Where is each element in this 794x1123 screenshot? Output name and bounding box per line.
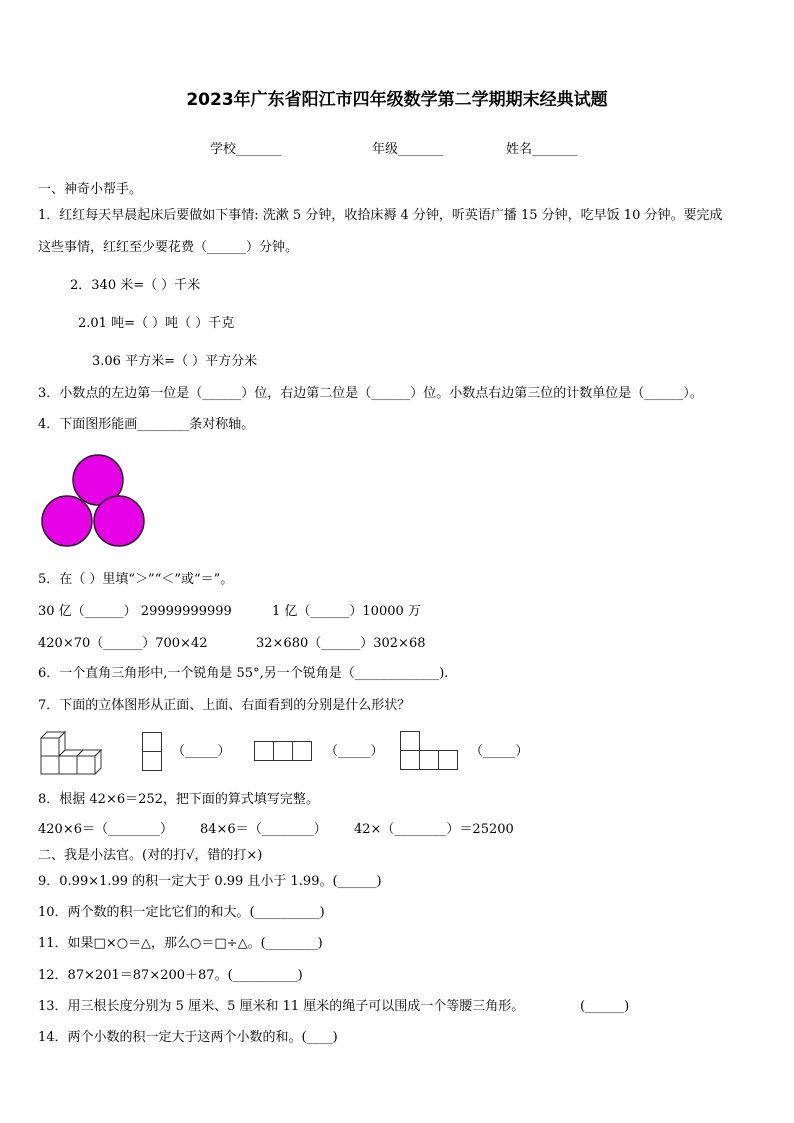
question-12: 12．87×201＝87×200＋87。(__________) bbox=[38, 968, 303, 983]
name-field[interactable]: 姓名_______ bbox=[506, 142, 578, 157]
grade-field[interactable]: 年级_______ bbox=[372, 142, 444, 157]
question-8-stem: 8．根据 42×6＝252，把下面的算式填写完整。 bbox=[38, 792, 319, 807]
question-5-row1-b: 1 亿（______）10000 万 bbox=[272, 604, 421, 619]
school-field[interactable]: 学校_______ bbox=[210, 142, 282, 157]
question-14: 14．两个小数的积一定大于这两个小数的和。(____) bbox=[38, 1030, 338, 1045]
question-5-row1-a: 30 亿（______） 29999999999 bbox=[38, 604, 232, 619]
question-9: 9．0.99×1.99 的积一定大于 0.99 且小于 1.99。(______) bbox=[38, 874, 382, 889]
view-2-shape bbox=[254, 741, 312, 762]
question-11: 11．如果□×○＝△，那么○＝□÷△。(________) bbox=[38, 936, 323, 951]
question-2c: 3.06 平方米=（ ）平方分米 bbox=[92, 354, 258, 369]
question-4: 4．下面图形能画________条对称轴。 bbox=[38, 417, 255, 432]
view-1-shape bbox=[142, 732, 162, 772]
cube-solid-figure bbox=[40, 730, 102, 776]
question-13: 13．用三根长度分别为 5 厘米、5 厘米和 11 厘米的绳子可以围成一个等腰三角形。 bbox=[38, 999, 525, 1014]
page-title: 2023年广东省阳江市四年级数学第二学期期末经典试题 bbox=[186, 90, 608, 110]
section-1-heading: 一、神奇小帮手。 bbox=[38, 182, 143, 197]
circle-bottom-left bbox=[42, 496, 92, 546]
question-8a: 420×6＝（________） bbox=[38, 822, 173, 837]
question-2a: 2．340 米=（ ）千米 bbox=[70, 278, 201, 293]
circle-bottom-right bbox=[94, 496, 144, 546]
view-1-blank[interactable]: （_____） bbox=[172, 744, 231, 759]
question-3: 3．小数点的左边第一位是（______）位，右边第二位是（______）位。小数点右边第三位的计数单位是（______）。 bbox=[38, 386, 703, 401]
question-5-row2-a: 420×70（______）700×42 bbox=[38, 636, 208, 651]
view-2-blank[interactable]: （_____） bbox=[325, 744, 384, 759]
question-5-row2-b: 32×680（______）302×68 bbox=[256, 636, 426, 651]
view-3-shape bbox=[400, 731, 460, 771]
question-2b: 2.01 吨=（ ）吨（ ）千克 bbox=[78, 316, 235, 331]
question-1-line-1: 1．红红每天早晨起床后要做如下事情: 洗漱 5 分钟，收拾床褥 4 分钟，听英语广播 15 分钟，吃早饭 10 分钟。要完成 bbox=[38, 208, 723, 223]
view-3-blank[interactable]: （_____） bbox=[470, 744, 529, 759]
question-1-line-2: 这些事情，红红至少要花费（______）分钟。 bbox=[38, 240, 299, 255]
question-7-stem: 7．下面的立体图形从正面、上面、右面看到的分别是什么形状？ bbox=[38, 698, 411, 713]
question-8c: 42×（________）＝25200 bbox=[354, 822, 514, 837]
three-circles-figure bbox=[38, 448, 150, 552]
section-2-heading: 二、我是小法官。(对的打√，错的打×) bbox=[38, 848, 263, 863]
question-10: 10．两个数的积一定比它们的和大。(__________) bbox=[38, 905, 325, 920]
question-8b: 84×6＝（________） bbox=[200, 822, 327, 837]
question-13-blank[interactable]: (______) bbox=[580, 999, 630, 1014]
question-6: 6．一个直角三角形中,一个锐角是 55°,另一个锐角是（_____________). bbox=[38, 666, 449, 681]
question-5-stem: 5．在（ ）里填“＞”“＜”或“＝”。 bbox=[38, 572, 234, 587]
